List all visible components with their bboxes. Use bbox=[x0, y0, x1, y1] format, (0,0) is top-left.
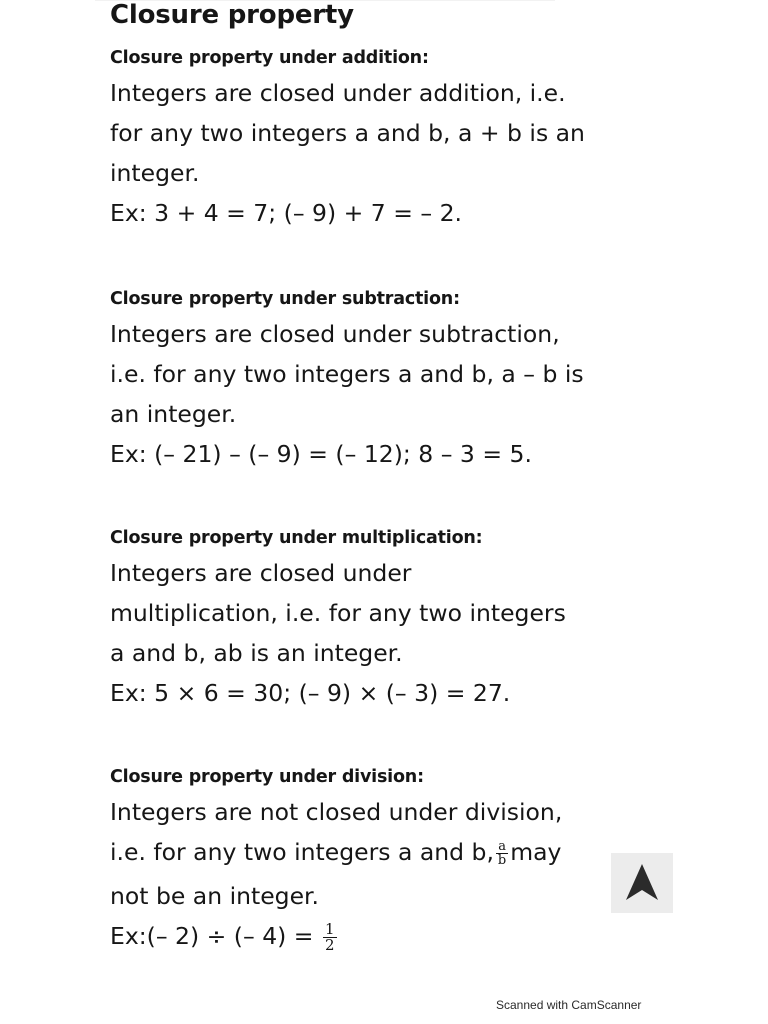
body-line: for any two integers a and b, a + b is an bbox=[110, 119, 585, 147]
fraction-denominator: 2 bbox=[324, 936, 335, 954]
section-multiplication bbox=[110, 523, 670, 713]
body-line: Integers are closed under addition, i.e. bbox=[110, 79, 566, 107]
body-line: Integers are closed under bbox=[110, 559, 412, 587]
section-subtraction bbox=[110, 284, 670, 474]
body-line: an integer. bbox=[110, 400, 237, 428]
body-line: Integers are not closed under division, bbox=[110, 798, 563, 826]
body-line: integer. bbox=[110, 159, 200, 187]
example-line bbox=[110, 916, 670, 956]
truncated-word: may bbox=[510, 838, 562, 866]
fraction-numerator: 1 bbox=[324, 920, 335, 938]
example-line: Ex: 3 + 4 = 7; (– 9) + 7 = – 2. bbox=[110, 199, 463, 227]
section-division bbox=[110, 762, 670, 956]
up-arrow-icon bbox=[622, 862, 662, 904]
fraction-denominator: b bbox=[497, 853, 507, 868]
section-heading: Closure property under division: bbox=[110, 767, 424, 787]
example-fraction bbox=[323, 922, 337, 953]
example-text: Ex:(– 2) ÷ (– 4) = bbox=[110, 922, 321, 950]
body-line: a and b, ab is an integer. bbox=[110, 639, 403, 667]
body-line: i.e. for any two integers a and b, a – b is bbox=[110, 360, 584, 388]
section-heading: Closure property under multiplication: bbox=[110, 528, 483, 548]
section-addition bbox=[110, 43, 670, 233]
page-title: Closure property bbox=[110, 0, 354, 30]
body-line bbox=[110, 832, 670, 872]
section-heading: Closure property under subtraction: bbox=[110, 289, 460, 309]
example-line: Ex: (– 21) – (– 9) = (– 12); 8 – 3 = 5. bbox=[110, 440, 532, 468]
section-heading: Closure property under addition: bbox=[110, 48, 429, 68]
example-line: Ex: 5 × 6 = 30; (– 9) × (– 3) = 27. bbox=[110, 679, 511, 707]
body-line-text: i.e. for any two integers a and b, bbox=[110, 838, 494, 866]
scan-watermark: Scanned with CamScanner bbox=[496, 998, 642, 1012]
body-line: multiplication, i.e. for any two integers bbox=[110, 599, 566, 627]
fraction-a-over-b bbox=[496, 840, 508, 867]
scroll-up-button[interactable] bbox=[611, 853, 673, 913]
body-line: not be an integer. bbox=[110, 882, 320, 910]
fraction-numerator: a bbox=[496, 840, 508, 854]
body-line: Integers are closed under subtraction, bbox=[110, 320, 560, 348]
